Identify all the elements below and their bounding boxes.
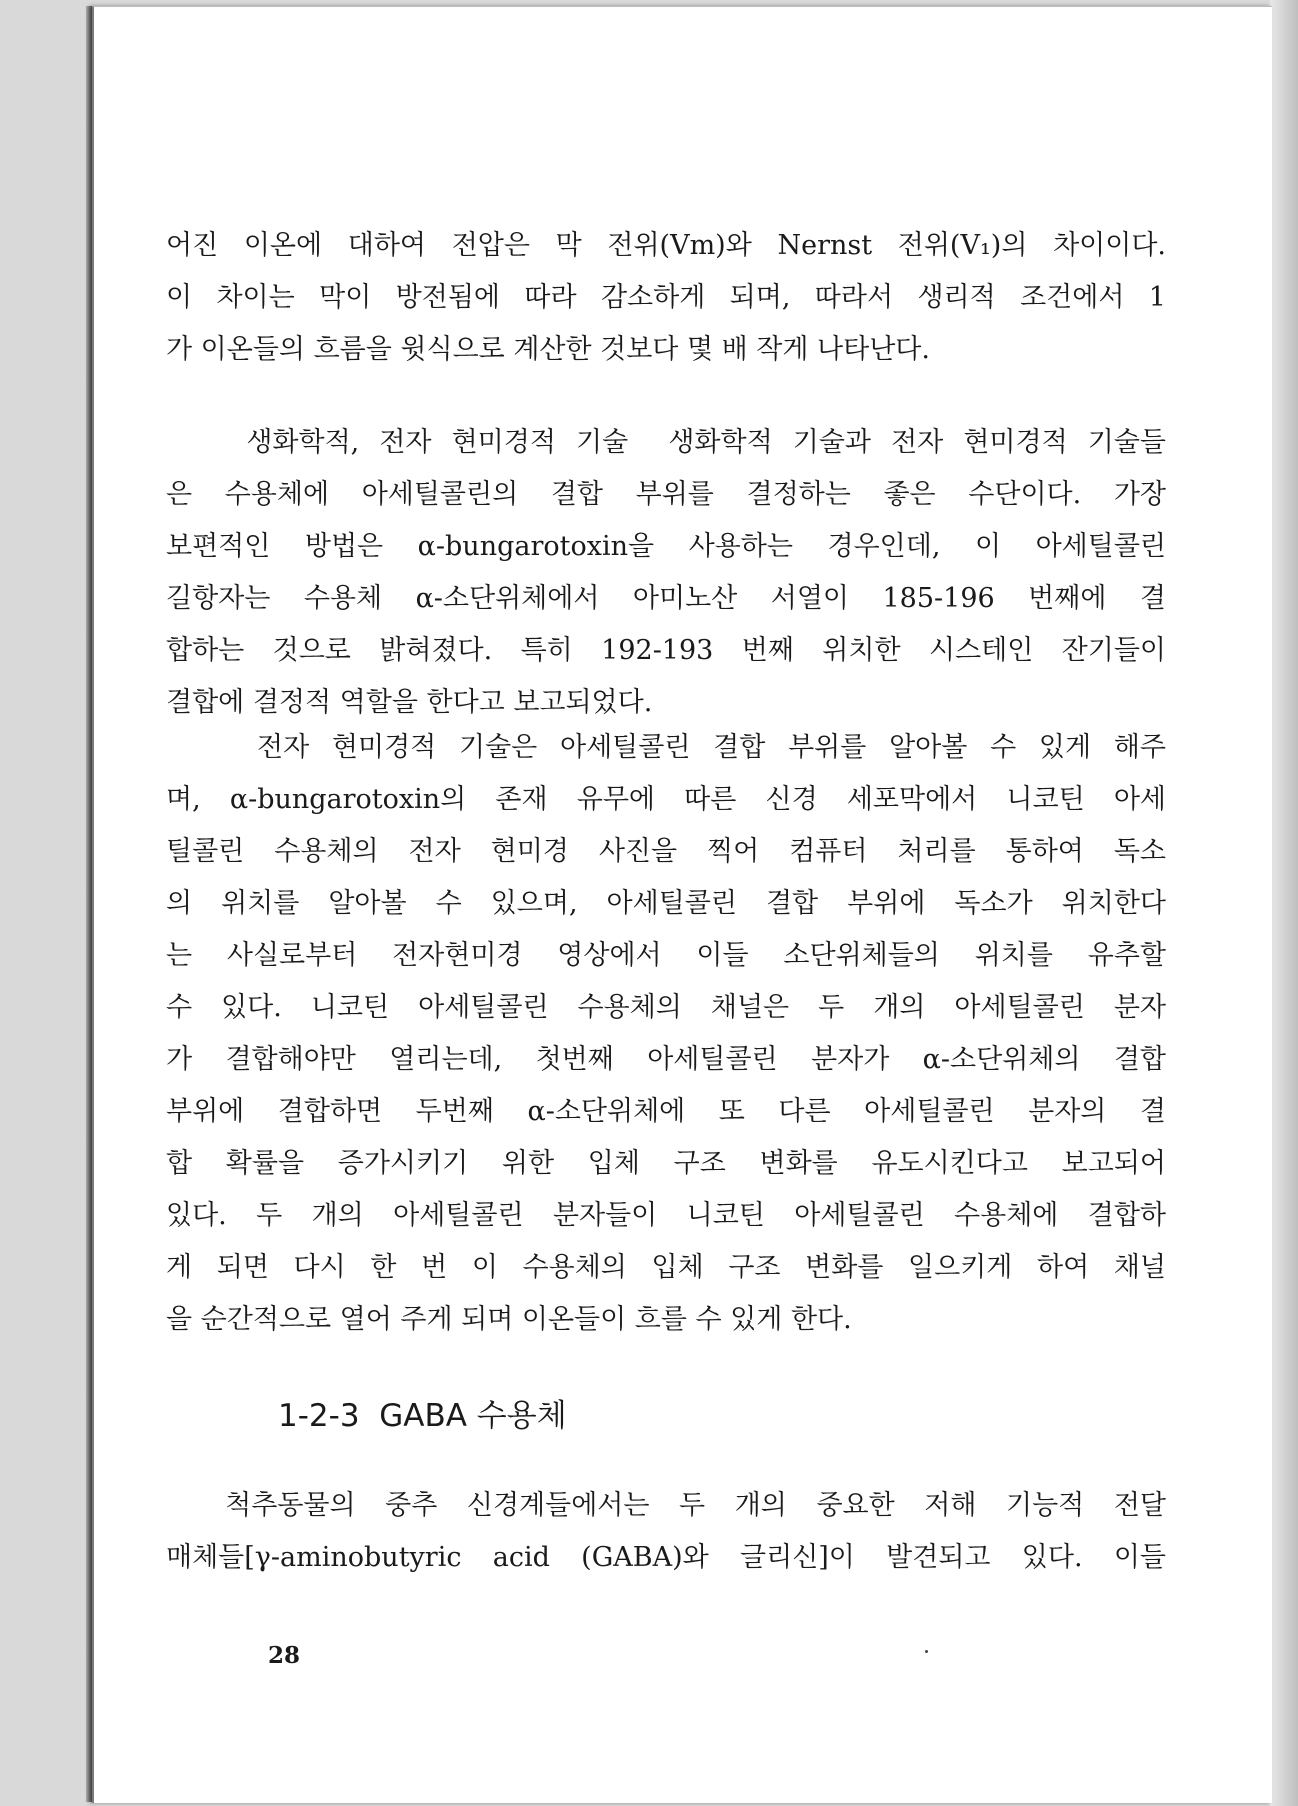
text-line: 수 있다. 니코틴 아세틸콜린 수용체의 채널은 두 개의 아세틸콜린 분자	[166, 992, 1166, 1023]
text-line: 은 수용체에 아세틸콜린의 결합 부위를 결정하는 좋은 수단이다. 가장	[166, 479, 1166, 510]
text-line: 매체들[γ-aminobutyric acid (GABA)와 글리신]이 발견되고 있다. 이들	[166, 1542, 1166, 1573]
text-line: 길항자는 수용체 α-소단위체에서 아미노산 서열이 185-196 번째에 결	[166, 583, 1166, 614]
text-line: 있다. 두 개의 아세틸콜린 분자들이 니코틴 아세틸콜린 수용체에 결합하	[166, 1200, 1166, 1231]
section-heading: 1-2-3 GABA 수용체	[278, 1398, 567, 1434]
text-line: 전자 현미경적 기술은 아세틸콜린 결합 부위를 알아볼 수 있게 해주	[166, 732, 1166, 763]
text-line: 어진 이온에 대하여 전압은 막 전위(Vm)와 Nernst 전위(V₁)의 차이이다.	[166, 230, 1166, 261]
text-line: 결합에 결정적 역할을 한다고 보고되었다.	[166, 687, 653, 718]
scan-speck	[925, 1650, 928, 1653]
text-line: 보편적인 방법은 α-bungarotoxin을 사용하는 경우인데, 이 아세틸콜린	[166, 531, 1166, 562]
text-line: 을 순간적으로 열어 주게 되며 이온들이 흐를 수 있게 한다.	[166, 1304, 852, 1335]
text-line: 가 이온들의 흐름을 윗식으로 계산한 것보다 몇 배 작게 나타난다.	[166, 334, 930, 365]
text-line: 의 위치를 알아볼 수 있으며, 아세틸콜린 결합 부위에 독소가 위치한다	[166, 888, 1166, 919]
text-line: 는 사실로부터 전자현미경 영상에서 이들 소단위체들의 위치를 유추할	[166, 940, 1166, 971]
text-line: 합하는 것으로 밝혀졌다. 특히 192-193 번째 위치한 시스테인 잔기들이	[166, 635, 1166, 666]
text-line: 며, α-bungarotoxin의 존재 유무에 따른 신경 세포막에서 니코틴 아세	[166, 784, 1166, 815]
right-edge-shadow	[1270, 0, 1298, 1806]
text-line: 합 확률을 증가시키기 위한 입체 구조 변화를 유도시킨다고 보고되어	[166, 1148, 1166, 1179]
text-line: 가 결합해야만 열리는데, 첫번째 아세틸콜린 분자가 α-소단위체의 결합	[166, 1044, 1166, 1075]
text-line: 게 되면 다시 한 번 이 수용체의 입체 구조 변화를 일으키게 하여 채널	[166, 1252, 1166, 1283]
text-line: 틸콜린 수용체의 전자 현미경 사진을 찍어 컴퓨터 처리를 통하여 독소	[166, 836, 1166, 867]
page-number: 28	[268, 1642, 301, 1669]
text-line: 척추동물의 중추 신경계들에서는 두 개의 중요한 저해 기능적 전달	[166, 1490, 1166, 1521]
text-line: 이 차이는 막이 방전됨에 따라 감소하게 되며, 따라서 생리적 조건에서 1	[166, 282, 1166, 313]
text-line: 부위에 결합하면 두번째 α-소단위체에 또 다른 아세틸콜린 분자의 결	[166, 1096, 1166, 1127]
text-line: 생화학적, 전자 현미경적 기술 생화학적 기술과 전자 현미경적 기술들	[166, 427, 1166, 458]
